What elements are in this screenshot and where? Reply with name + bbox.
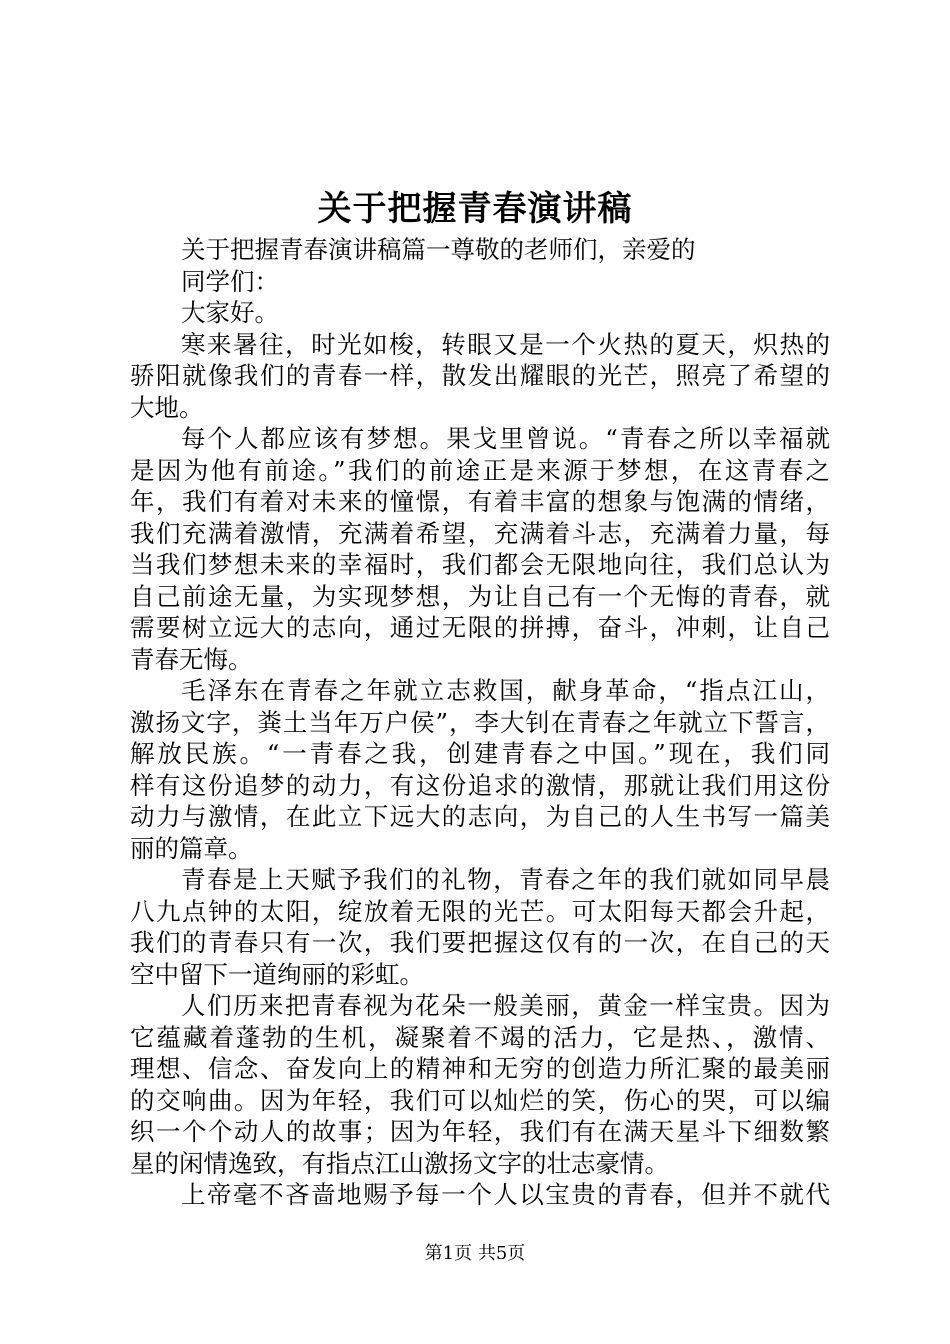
text-line: 人们历来把青春视为花朵一般美丽，黄金一样宝贵。因为	[181, 991, 830, 1020]
text-line: 骄阳就像我们的青春一样，散发出耀眼的光芒，照亮了希望的	[130, 361, 830, 390]
text-line: 丽的篇章。	[130, 833, 253, 863]
text-line: 当我们梦想未来的幸福时，我们都会无限地向往，我们总认为	[130, 550, 830, 579]
text-line: 大家好。	[181, 298, 279, 327]
text-line: 动力与激情，在此立下远大的志向，为自己的人生书写一篇美	[130, 802, 830, 831]
text-line: 自己前途无量，为实现梦想，为让自己有一个无悔的青春，就	[130, 581, 830, 611]
text-line: 寒来暑往，时光如梭，转眼又是一个火热的夏天，炽热的	[181, 329, 830, 359]
document-body	[130, 234, 830, 1211]
text-line: 青春是上天赋予我们的礼物，青春之年的我们就如同早晨	[181, 865, 830, 894]
text-line: 样有这份追梦的动力，有这份追求的激情，那就让我们用这份	[130, 770, 830, 800]
text-line: 上帝毫不吝啬地赐予每一个人以宝贵的青春，但并不就代	[181, 1180, 830, 1209]
text-line: 大地。	[130, 392, 204, 422]
document-title: 关于把握青春演讲稿	[317, 189, 633, 229]
page-footer: 第1页 共5页	[424, 1243, 526, 1264]
text-line: 需要树立远大的志向，通过无限的拼搏，奋斗，冲刺，让自己	[130, 613, 830, 642]
text-line: 关于把握青春演讲稿篇一尊敬的老师们，亲爱的	[181, 235, 696, 264]
text-line: 它蕴藏着蓬勃的生机，凝聚着不竭的活力，它是热、，激情、	[130, 1022, 830, 1052]
text-line: 我们充满着激情，充满着希望，充满着斗志，充满着力量，每	[130, 518, 830, 548]
text-line: 激扬文字，粪土当年万户侯”，李大钊在青春之年就立下誓言，	[130, 707, 830, 737]
text-line: 我们的青春只有一次，我们要把握这仅有的一次，在自己的天	[130, 928, 830, 957]
text-line: 星的闲情逸致，有指点江山激扬文字的壮志豪情。	[130, 1148, 669, 1178]
text-line: 同学们：	[181, 266, 279, 296]
text-line: 每个人都应该有梦想。果戈里曾说。“青春之所以幸福就	[181, 424, 830, 453]
text-line: 年，我们有着对未来的憧憬，有着丰富的想象与饱满的情绪，	[130, 487, 830, 516]
text-line: 空中留下一道绚丽的彩虹。	[130, 959, 424, 989]
text-line: 解放民族。“一青春之我，创建青春之中国。”现在，我们同	[130, 739, 830, 768]
text-line: 理想、信念、奋发向上的精神和无穷的创造力所汇聚的最美丽	[130, 1054, 830, 1083]
text-line: 八九点钟的太阳，绽放着无限的光芒。可太阳每天都会升起，	[130, 896, 830, 926]
text-line: 是因为他有前途。”我们的前途正是来源于梦想，在这青春之	[130, 455, 830, 485]
text-line: 的交响曲。因为年轻，我们可以灿烂的笑，伤心的哭，可以编	[130, 1085, 830, 1115]
text-line: 青春无悔。	[130, 644, 253, 674]
text-line: 织一个个动人的故事；因为年轻，我们有在满天星斗下细数繁	[130, 1117, 830, 1146]
text-line: 毛泽东在青春之年就立志救国，献身革命，“指点江山，	[181, 676, 830, 705]
